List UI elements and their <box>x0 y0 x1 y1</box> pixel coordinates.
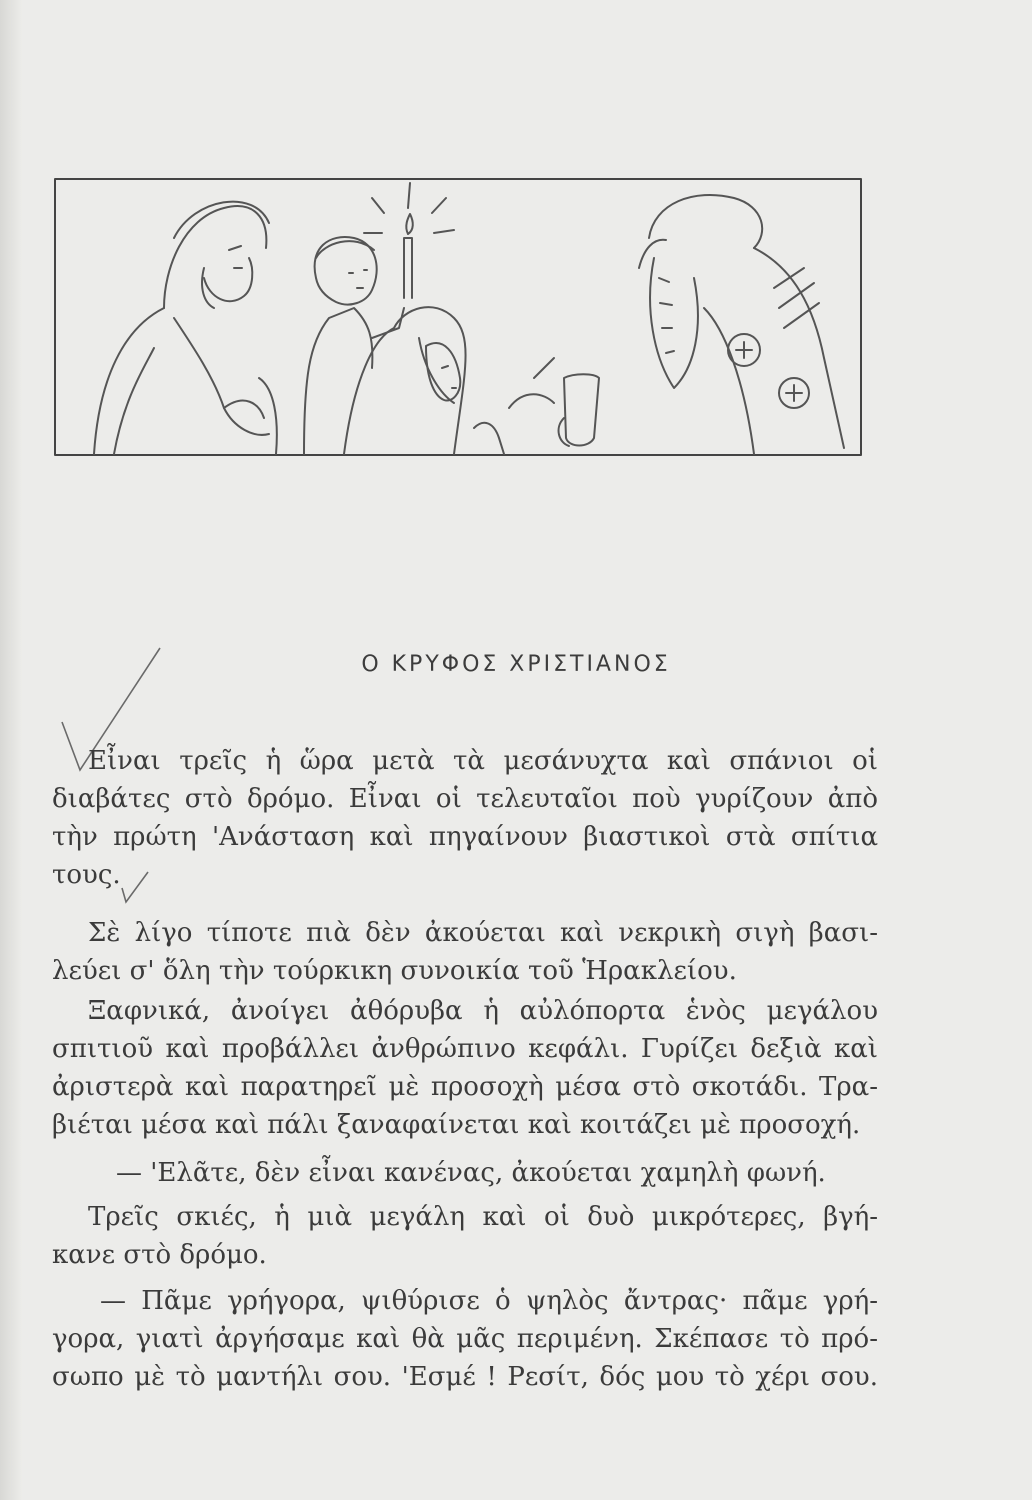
text-line: κανε στὸ δρόμο. <box>52 1240 267 1270</box>
text-line: γορα, γιατὶ ἀργήσαμε καὶ θὰ μᾶς περιμένη. Σκέπασε τὸ πρό- <box>52 1324 878 1354</box>
text-line: Εἶναι τρεῖς ἡ ὥρα μετὰ τὰ μεσάνυχτα καὶ σπάνιοι οἱ <box>88 746 878 776</box>
text-line: — 'Ελᾶτε, δὲν εἶναι κανένας, ἀκούεται χαμηλὴ φωνή. <box>116 1158 826 1188</box>
paragraph-4-dialogue <box>52 1154 878 1192</box>
text-line: τους. <box>52 860 121 890</box>
text-line: βιέται μέσα καὶ πάλι ξαναφαίνεται καὶ κοιτάζει μὲ προσοχή. <box>52 1110 861 1140</box>
text-line: ἀριστερὰ καὶ παρατηρεῖ μὲ προσοχὴ μέσα στὸ σκοτάδι. Τρα- <box>52 1072 878 1102</box>
paragraph-5 <box>52 1198 878 1274</box>
text-line: τὴν πρώτη 'Ανάσταση καὶ πηγαίνουν βιαστικοὶ στὰ σπίτια <box>52 822 878 852</box>
text-line: Τρεῖς σκιές, ἡ μιὰ μεγάλη καὶ οἱ δυὸ μικρότερες, βγή- <box>88 1202 878 1232</box>
text-line: λεύει σ' ὅλη τὴν τούρκικη συνοικία τοῦ Ἡρακλείου. <box>52 956 737 986</box>
chapter-title: Ο ΚΡΥΦΟΣ ΧΡΙΣΤΙΑΝΟΣ <box>361 652 671 677</box>
paragraph-3 <box>52 992 878 1144</box>
text-line: σπιτιοῦ καὶ προβάλλει ἀνθρώπινο κεφάλι. Γυρίζει δεξιὰ καὶ <box>52 1034 878 1064</box>
paragraph-2 <box>52 914 878 990</box>
text-line: — Πᾶμε γρήγορα, ψιθύρισε ὁ ψηλὸς ἄντρας· πᾶμε γρή- <box>100 1286 878 1316</box>
text-line: Σὲ λίγο τίποτε πιὰ δὲν ἀκούεται καὶ νεκρικὴ σιγὴ βασι- <box>88 918 878 948</box>
text-line: σωπο μὲ τὸ μαντήλι σου. 'Εσμέ ! Ρεσίτ, δός μου τὸ χέρι σου. <box>52 1362 878 1392</box>
paragraph-1 <box>52 742 878 894</box>
text-line: διαβάτες στὸ δρόμο. Εἶναι οἱ τελευταῖοι ποὺ γυρίζουν ἀπὸ <box>52 784 878 814</box>
paragraph-6-dialogue <box>52 1282 878 1396</box>
text-line: Ξαφνικά, ἀνοίγει ἀθόρυβα ἡ αὐλόπορτα ἑνὸς μεγάλου <box>88 996 878 1026</box>
